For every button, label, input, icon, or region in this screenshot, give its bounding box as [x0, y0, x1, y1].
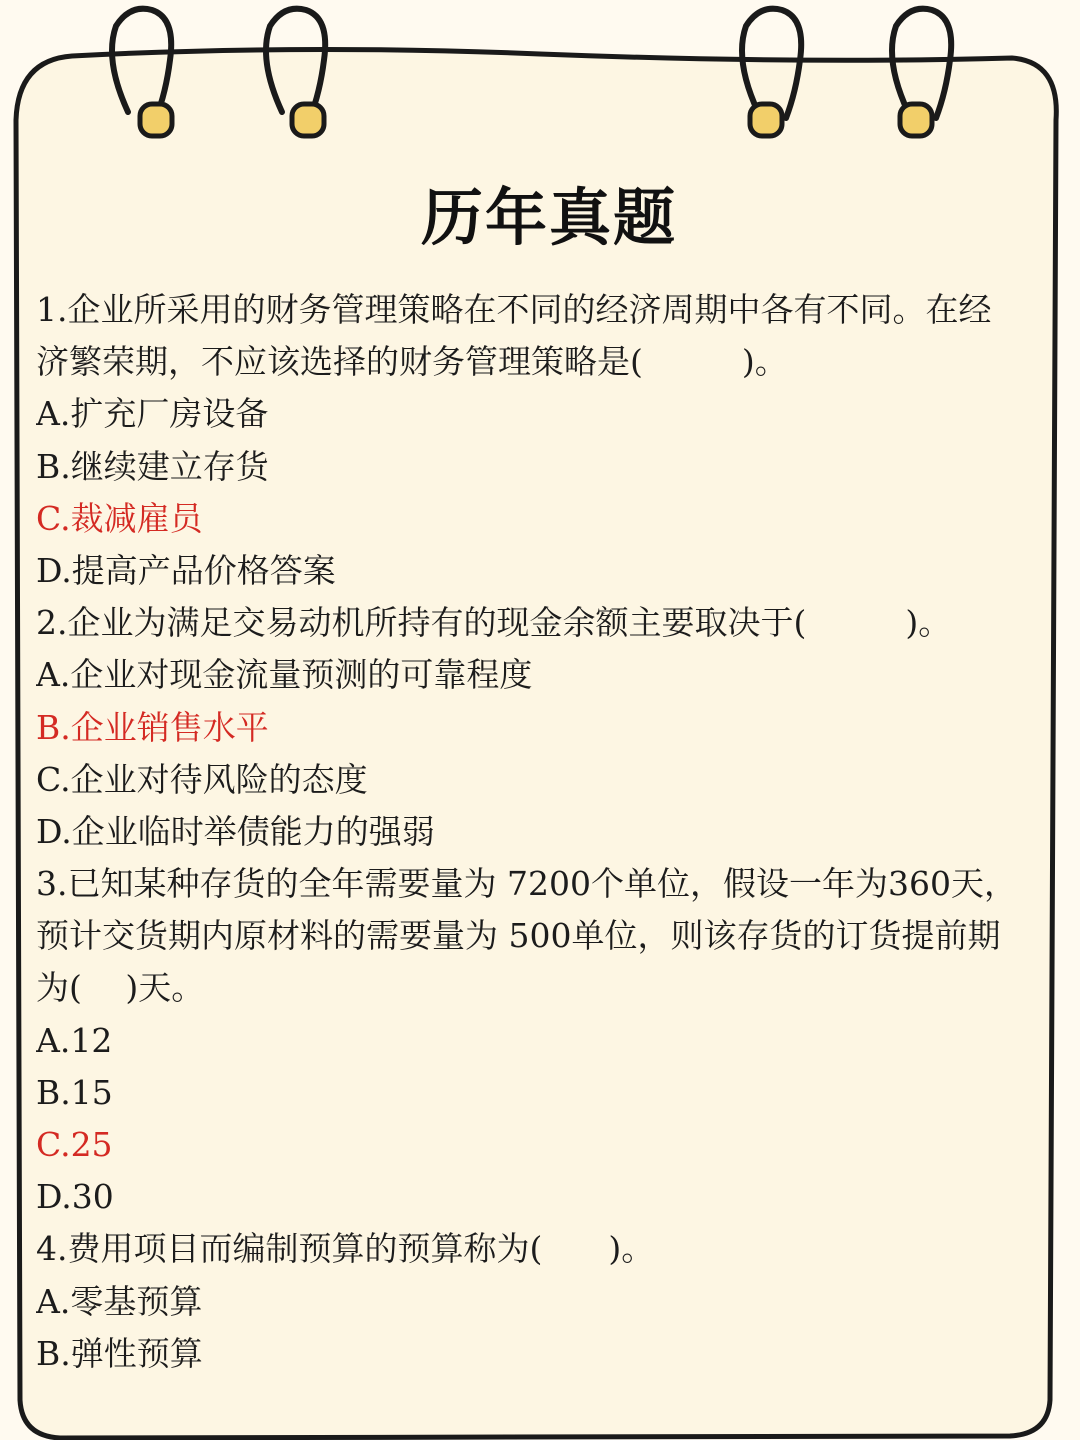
question-text-line: 预计交货期内原材料的需要量为 500单位，则该存货的订货提前期 [36, 916, 1001, 956]
answer-option-line: B.企业销售水平 [36, 707, 269, 747]
question-text-line: 2.企业为满足交易动机所持有的现金余额主要取决于( )。 [36, 603, 952, 643]
answer-option-line: C.25 [36, 1125, 113, 1164]
question-text-line: 3.已知某种存货的全年需要量为 7200个单位，假设一年为360天， [36, 864, 1017, 904]
question-text-line: A.扩充厂房设备 [36, 394, 269, 434]
question-list [36, 284, 1046, 1380]
answer-option-line: C.裁减雇员 [36, 498, 203, 538]
question-text-line: D.企业临时举债能力的强弱 [36, 811, 435, 851]
question-text-line: A.企业对现金流量预测的可靠程度 [36, 655, 533, 695]
page-title: 历年真题 [420, 181, 677, 254]
question-text-line: D.提高产品价格答案 [36, 550, 336, 590]
question-text-line: B.弹性预算 [36, 1333, 203, 1373]
question-text-line: B.继续建立存货 [36, 446, 269, 486]
question-text-line: B.15 [36, 1072, 113, 1112]
question-text-line: D.30 [36, 1177, 114, 1217]
question-text-line: A.零基预算 [36, 1281, 203, 1321]
question-text-line: 济繁荣期，不应该选择的财务管理策略是( )。 [36, 342, 788, 382]
question-text-line: A.12 [36, 1020, 113, 1060]
question-text-line: 为( )天。 [36, 968, 205, 1008]
question-text-line: 4.费用项目而编制预算的预算称为( )。 [36, 1229, 655, 1269]
question-text-line: 1.企业所采用的财务管理策略在不同的经济周期中各有不同。在经 [36, 290, 992, 329]
question-text-line: C.企业对待风险的态度 [36, 759, 368, 799]
